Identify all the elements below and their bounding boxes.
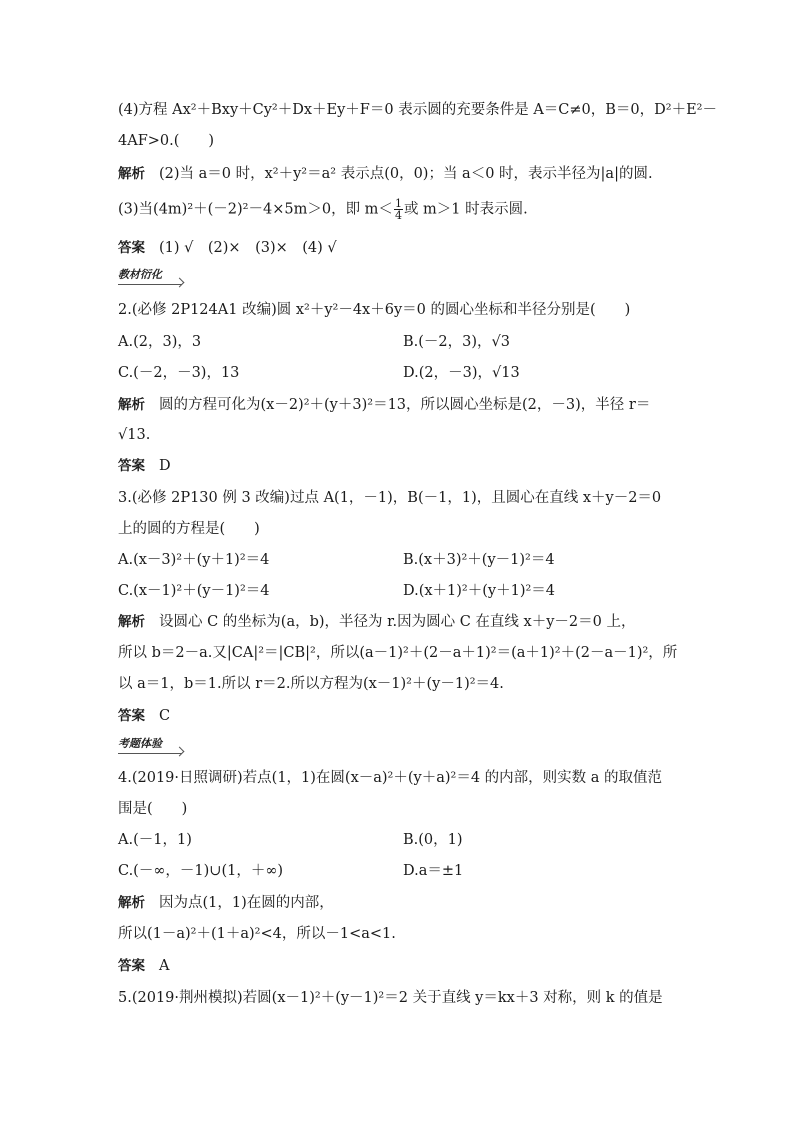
q3-analysis-line3: 以 a＝1，b＝1.所以 r＝2.所以方程为(x－1)²＋(y－1)²＝4.: [118, 676, 504, 692]
prev-answer: [118, 238, 678, 258]
answer-label: 答案: [118, 240, 145, 256]
q2-option-a: A.(2，3)，3: [118, 334, 202, 350]
q4-option-b: B.(0，1): [403, 832, 463, 848]
analysis-text: 圆的方程可化为(x－2)²＋(y＋3)²＝13，所以圆心坐标是(2，－3)，半径 r＝: [159, 397, 651, 413]
analysis-label: 解析: [118, 895, 145, 911]
analysis-text-pre: (3)当(4m)²＋(－2)²－4×5m＞0，即 m＜: [118, 201, 393, 218]
q2-stem: 2.(必修 2P124A1 改编)圆 x²＋y²－4x＋6y＝0 的圆心坐标和半径分别是( ): [118, 302, 631, 318]
prev-analysis-line1: [118, 164, 678, 184]
section-hook-icon: [175, 747, 185, 757]
q2-analysis-line1: [118, 395, 678, 415]
q4-option-a: A.(－1，1): [118, 832, 192, 848]
answer-text: C: [159, 708, 171, 724]
q3-stem-line2: 上的圆的方程是( ): [118, 521, 260, 537]
q4-analysis-line1: [118, 893, 678, 913]
fraction-denominator: 4: [394, 209, 402, 222]
answer-label: 答案: [118, 708, 145, 724]
analysis-label: 解析: [118, 166, 145, 182]
q2-option-c: C.(－2，－3)，13: [118, 365, 240, 381]
section-tag-exam: 考题体验: [118, 737, 162, 750]
q4-stem-line1: 4.(2019·日照调研)若点(1，1)在圆(x－a)²＋(y＋a)²＝4 的内部，则实数 a 的取值范: [118, 770, 663, 786]
section-tag-textbook: 教材衍化: [118, 268, 162, 281]
q4-analysis-line2: 所以(1－a)²＋(1＋a)²<4，所以－1<a<1.: [118, 926, 396, 942]
q4-answer: [118, 956, 678, 976]
q5-stem-line1: 5.(2019·荆州模拟)若圆(x－1)²＋(y－1)²＝2 关于直线 y＝kx＋3 对称，则 k 的值是: [118, 990, 663, 1006]
answer-text: D: [159, 458, 171, 474]
analysis-text: 设圆心 C 的坐标为(a，b)，半径为 r.因为圆心 C 在直线 x＋y－2＝0 上，: [159, 614, 636, 630]
q2-analysis-line2: √13.: [118, 427, 151, 443]
answer-label: 答案: [118, 458, 145, 474]
analysis-label: 解析: [118, 614, 145, 630]
q4-prev-line1: (4)方程 Ax²＋Bxy＋Cy²＋Dx＋Ey＋F＝0 表示圆的充要条件是 A＝C≠0，B＝0，D²＋E²－: [118, 102, 717, 118]
q3-option-d: D.(x＋1)²＋(y＋1)²＝4: [403, 583, 556, 599]
q3-option-b: B.(x＋3)²＋(y－1)²＝4: [403, 552, 555, 568]
section-underline: [118, 284, 182, 285]
q3-analysis-line2: 所以 b＝2－a.又|CA|²＝|CB|²，所以(a－1)²＋(2－a＋1)²＝(a＋1)²＋(2－a－1)²，所: [118, 645, 678, 661]
q3-option-c: C.(x－1)²＋(y－1)²＝4: [118, 583, 270, 599]
prev-analysis-line2: [118, 198, 678, 221]
q3-option-a: A.(x－3)²＋(y＋1)²＝4: [118, 552, 270, 568]
q4-option-d: D.a＝±1: [403, 863, 464, 879]
q4-prev-line2: 4AF>0.( ): [118, 133, 215, 149]
q2-option-b: B.(－2，3)，√3: [403, 334, 510, 350]
analysis-text: 因为点(1，1)在圆的内部，: [159, 895, 334, 911]
analysis-text: (2)当 a＝0 时，x²＋y²＝a² 表示点(0，0)；当 a＜0 时，表示半径为|a|的圆.: [159, 166, 653, 182]
answer-text: A: [159, 958, 170, 974]
fraction-one-quarter: [394, 198, 403, 221]
q2-option-d: D.(2，－3)，√13: [403, 365, 520, 381]
q3-analysis-line1: [118, 612, 678, 632]
analysis-label: 解析: [118, 397, 145, 413]
answer-label: 答案: [118, 958, 145, 974]
answer-text: (1) √ (2)× (3)× (4) √: [159, 240, 337, 256]
q3-answer: [118, 706, 678, 726]
q4-stem-line2: 围是( ): [118, 801, 188, 817]
q3-stem-line1: 3.(必修 2P130 例 3 改编)过点 A(1，－1)，B(－1，1)，且圆心在直线 x＋y－2＝0: [118, 490, 662, 506]
q4-option-c: C.(－∞，－1)∪(1，＋∞): [118, 863, 284, 879]
fraction-numerator: 1: [394, 197, 402, 210]
section-underline: [118, 753, 182, 754]
q2-answer: [118, 456, 678, 476]
analysis-text-post: 或 m＞1 时表示圆.: [403, 201, 528, 218]
section-hook-icon: [175, 278, 185, 288]
